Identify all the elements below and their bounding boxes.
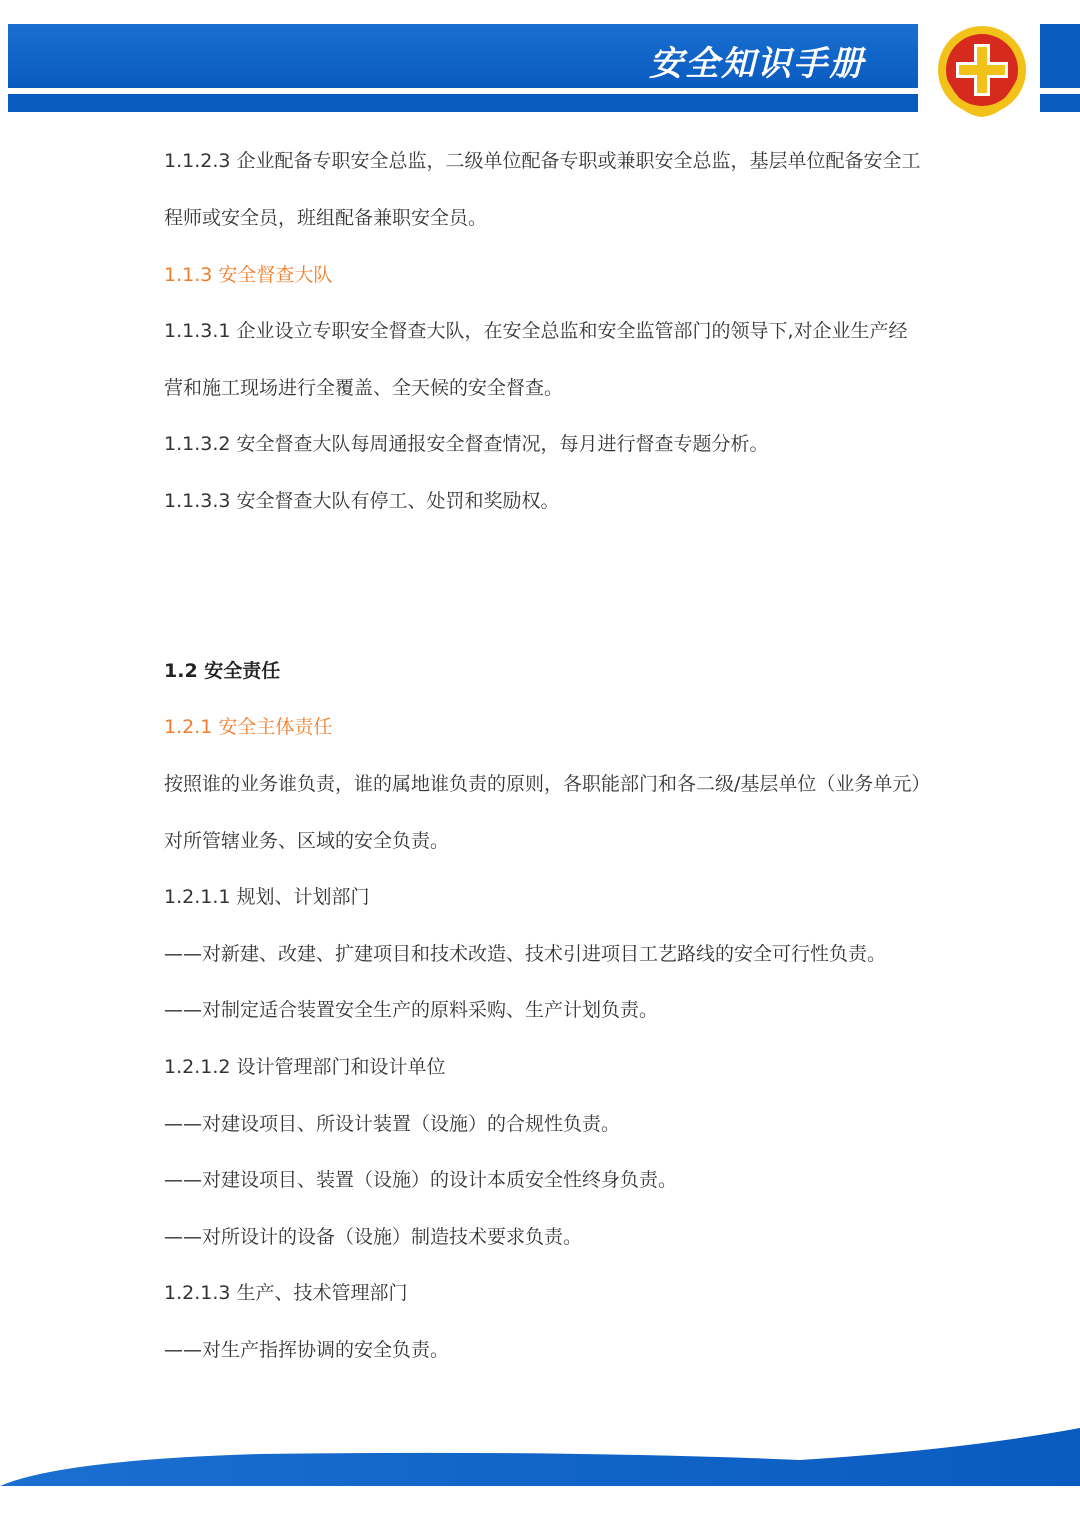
bullet-production-1: ——对生产指挥协调的安全负责。 [164,1339,450,1361]
header-stripe [8,94,918,112]
clause-1-2-1-2: 1.2.1.2 设计管理部门和设计单位 [164,1056,446,1078]
clause-1-2-1-1: 1.2.1.1 规划、计划部门 [164,886,370,908]
clause-1-1-2-3-cont: 程师或安全员，班组配备兼职安全员。 [164,207,488,229]
bullet-planning-2: ——对制定适合装置安全生产的原料采购、生产计划负责。 [164,999,659,1021]
footer-wave [0,1420,1080,1527]
clause-1-1-3-3: 1.1.3.3 安全督查大队有停工、处罚和奖励权。 [164,490,560,512]
bullet-planning-1: ——对新建、改建、扩建项目和技术改造、技术引进项目工艺路线的安全可行性负责。 [164,943,887,965]
bullet-design-2: ——对建设项目、装置（设施）的设计本质安全性终身负责。 [164,1169,678,1191]
clause-1-2-1-3: 1.2.1.3 生产、技术管理部门 [164,1282,408,1304]
section-heading-1-2: 1.2 安全责任 [164,660,281,682]
bullet-design-3: ——对所设计的设备（设施）制造技术要求负责。 [164,1226,583,1248]
header-right-stripe [1040,94,1080,112]
clause-1-1-3-1-cont: 营和施工现场进行全覆盖、全天候的安全督查。 [164,377,564,399]
clause-1-1-3-1: 1.1.3.1 企业设立专职安全督查大队，在安全总监和安全监管部门的领导下,对企业生产经 [164,320,908,342]
clause-1-1-2-3: 1.1.2.3 企业配备专职安全总监，二级单位配备专职或兼职安全总监，基层单位配备安全工 [164,150,921,172]
safety-cross-emblem-icon [930,20,1034,120]
paragraph-principle-cont: 对所管辖业务、区域的安全负责。 [164,830,450,852]
paragraph-principle: 按照谁的业务谁负责，谁的属地谁负责的原则，各职能部门和各二级/基层单位（业务单元） [164,773,931,795]
subsection-heading-1-2-1: 1.2.1 安全主体责任 [164,716,333,738]
bullet-design-1: ——对建设项目、所设计装置（设施）的合规性负责。 [164,1113,621,1135]
page-header-title: 安全知识手册 [649,44,865,84]
clause-1-1-3-2: 1.1.3.2 安全督查大队每周通报安全督查情况，每月进行督查专题分析。 [164,433,769,455]
subsection-heading-1-1-3: 1.1.3 安全督查大队 [164,264,333,286]
header-right-band [1040,24,1080,88]
